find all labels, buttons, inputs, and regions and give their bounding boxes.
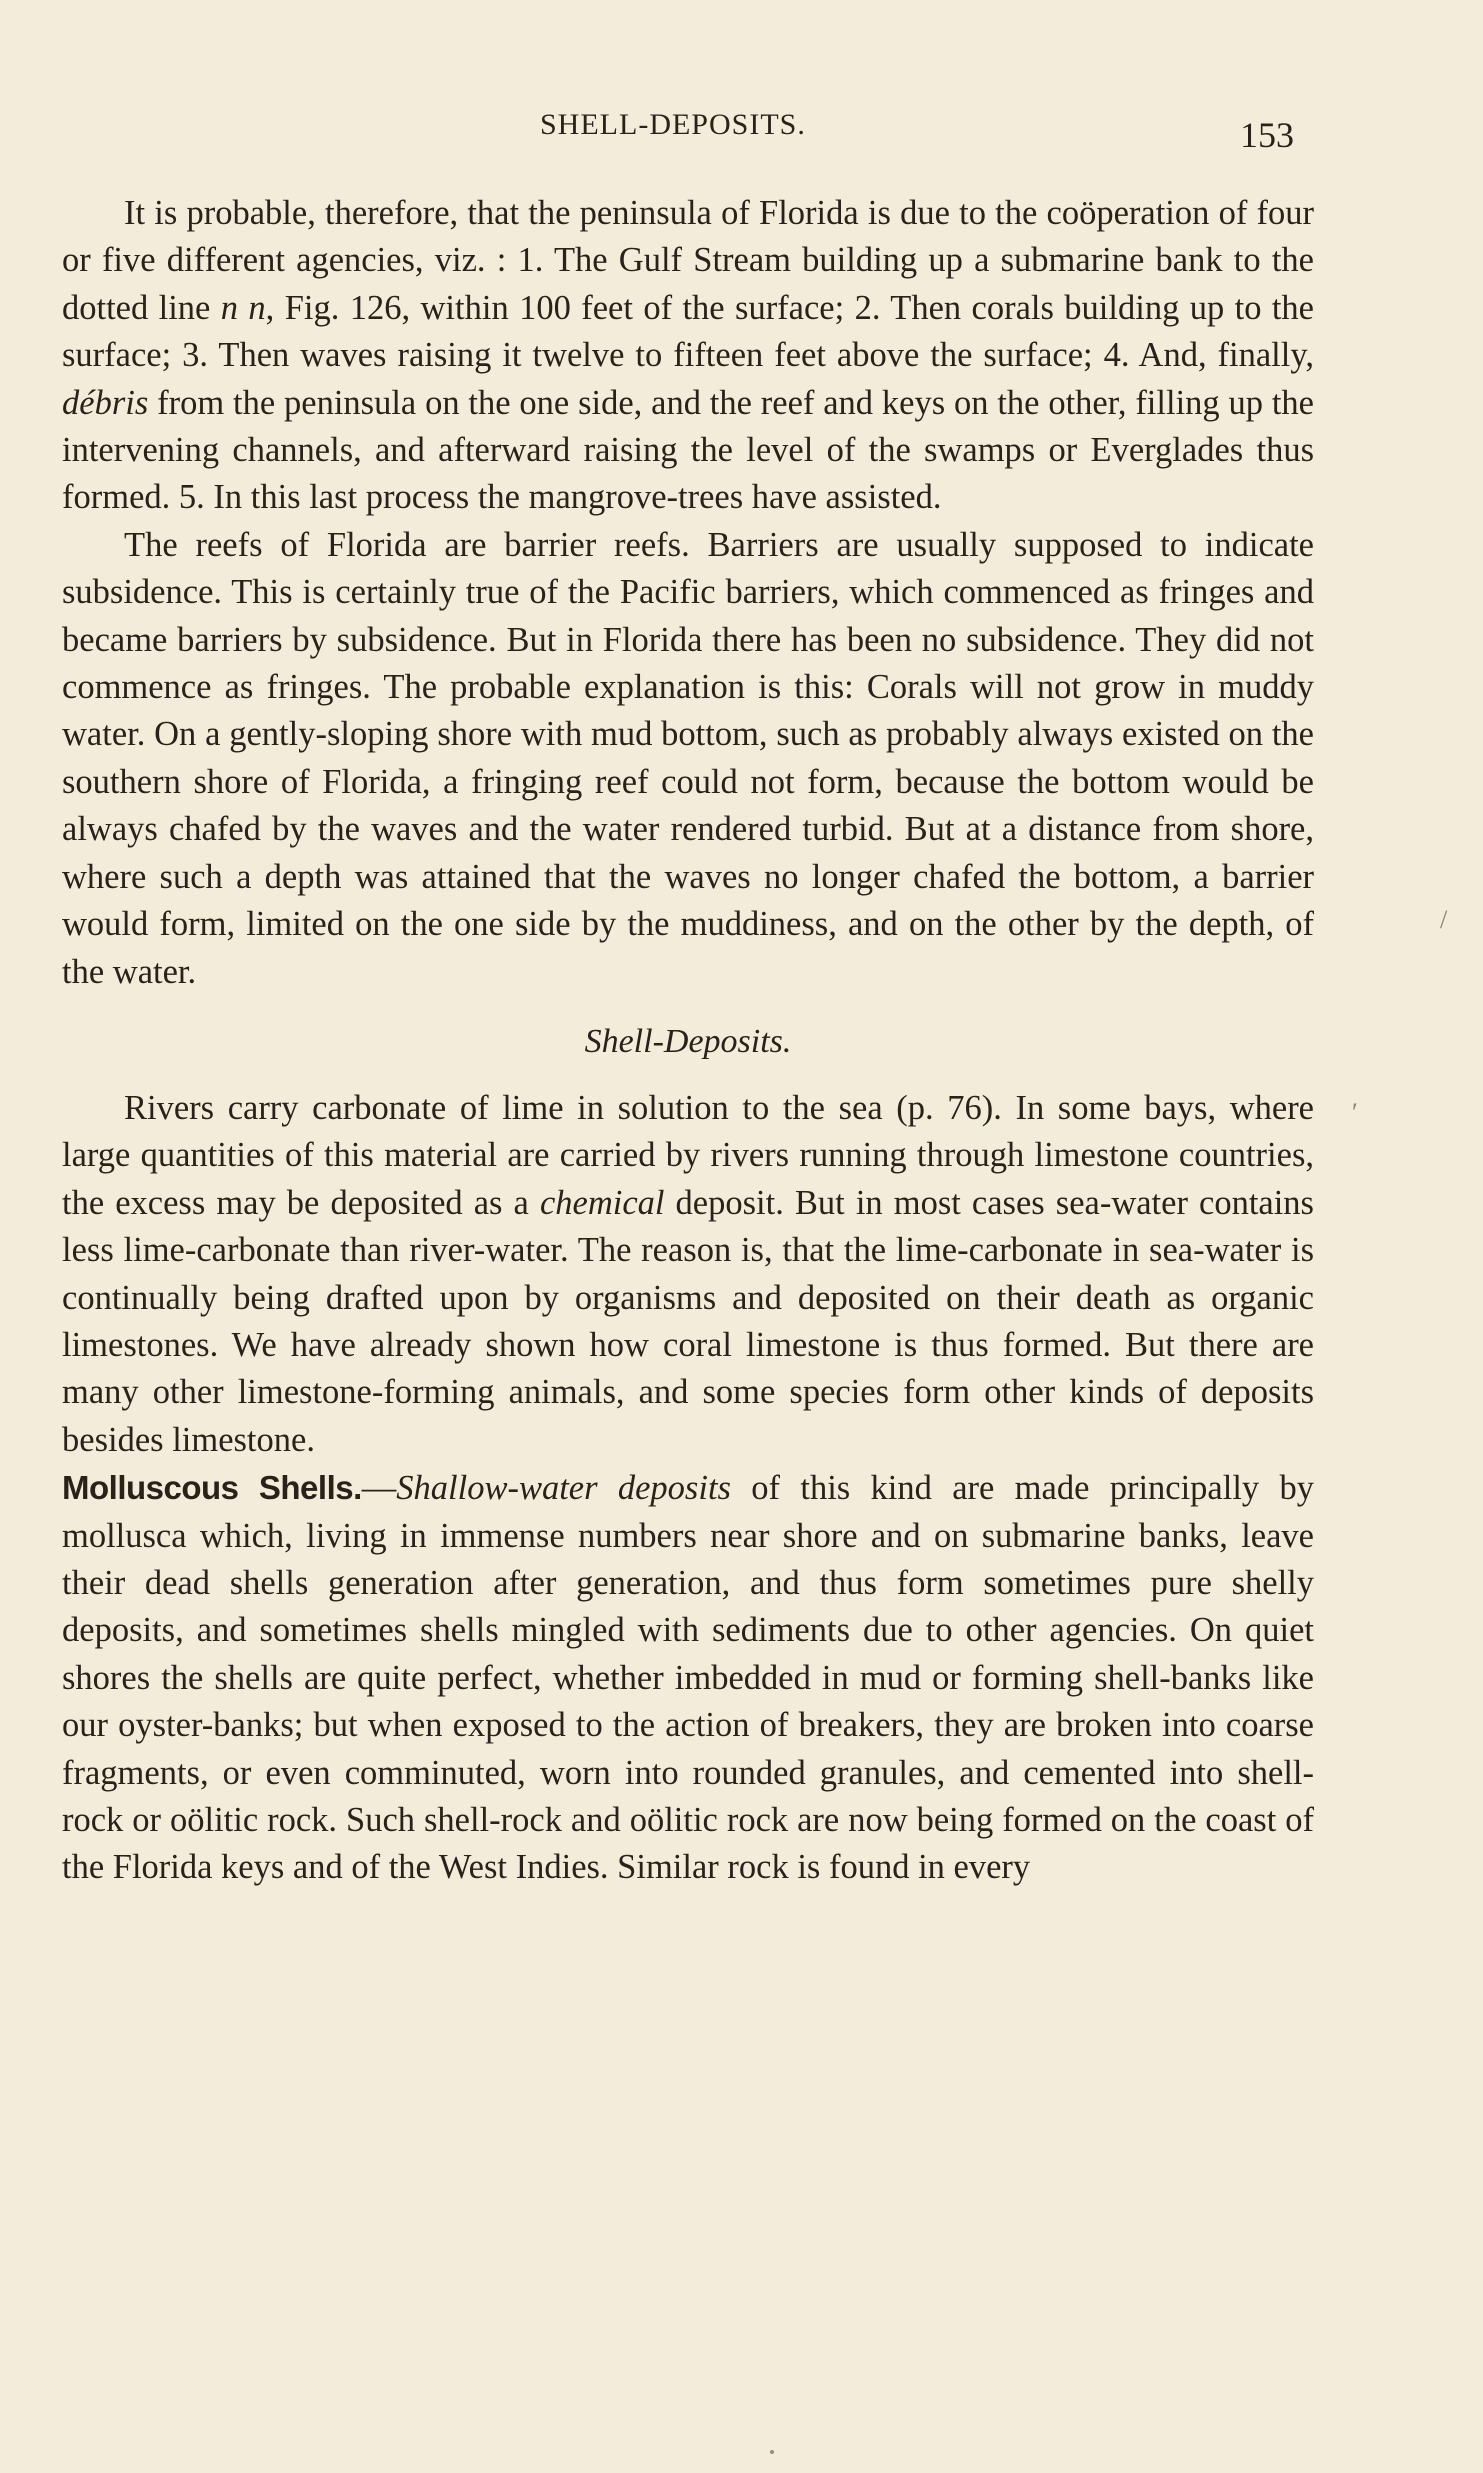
body-text — [62, 190, 1314, 1892]
paragraph-florida-agencies — [62, 190, 1314, 522]
text-run: Rivers carry carbonate of lime in solution to the sea (p. 76). In some bays, where large quantities of this material are carried by rivers running through limestone countries, the excess may be deposited as a — [62, 1088, 1314, 1222]
em-dash: — — [361, 1469, 397, 1508]
paragraph-barrier-reefs — [62, 522, 1314, 996]
running-head — [0, 108, 1483, 155]
italic-run: Shallow-water deposits — [396, 1469, 731, 1508]
text-run: deposit. But in most cases sea-water contains less lime-carbonate than river-water. The reason is, that the lime-carbonate in sea-water is continually being drafted upon by organisms and deposited on their death as organic limestones. We have already shown how coral limestone is thus formed. But there are many other limestone-forming animals, and some species form other kinds of deposits besides limestone. — [62, 1183, 1314, 1459]
margin-mark: ′ — [1352, 1098, 1358, 1127]
page-speck — [770, 2450, 774, 2454]
italic-run: n n — [220, 288, 266, 327]
margin-mark: / — [1440, 905, 1448, 934]
text-run: from the peninsula on the one side, and the reef and keys on the other, filling up the intervening channels, and afterward raising the level of the swamps or Everglades thus formed. 5. In this last process the mangrove-trees have assisted. — [62, 383, 1314, 517]
italic-run: chemical — [539, 1183, 665, 1222]
run-in-heading: Molluscous Shells. — [62, 1469, 362, 1507]
text-run: of this kind are made principally by mollusca which, living in immense numbers near shore and on submarine banks, leave their dead shells generation after generation, and thus form sometimes pure shelly deposits, and sometimes shells mingled with sediments due to other agencies. On quiet shores the shells are quite perfect, whether imbedded in mud or forming shell-banks like our oyster-banks; but when exposed to the action of breakers, they are broken into coarse fragments, or even comminuted, worn into rounded granules, and cemented into shell-rock or oölitic rock. Such shell-rock and oölitic rock are now being formed on the coast of the Florida keys and of the West Indies. Similar rock is found in every — [62, 1469, 1315, 1887]
running-title: SHELL-DEPOSITS. — [540, 108, 806, 141]
section-heading: Shell-Deposits. — [584, 1022, 792, 1060]
paragraph-molluscous-shells — [62, 1464, 1314, 1892]
text-run: The reefs of Florida are barrier reefs. Barriers are usually supposed to indicate subsidence. This is certainly true of the Pacific barriers, which commenced as fringes and became barriers by subsidence. But in Florida there has been no subsidence. They did not commence as fringes. The probable explanation is this: Corals will not grow in muddy water. On a gently-sloping shore with mud bottom, such as probably always existed on the southern shore of Florida, a fringing reef could not form, because the bottom would be always chafed by the waves and the water rendered turbid. But at a distance from shore, where such a depth was attained that the waves no longer chafed the bottom, a barrier would form, limited on the one side by the muddiness, and on the other by the depth, of the water. — [62, 525, 1314, 991]
italic-run: débris — [62, 383, 149, 422]
paragraph-carbonate-of-lime — [62, 1085, 1314, 1464]
text-run: It is probable, therefore, that the peninsula of Florida is due to the coöperation of four or five different agencies, viz. : 1. The Gulf Stream building up a submarine bank to the dotted line — [62, 194, 1314, 327]
page-number: 153 — [1240, 115, 1294, 155]
text-run: , Fig. 126, within 100 feet of the surface; 2. Then corals building up to the surface; 3. Then waves raising it twelve to fifteen feet above the surface; 4. And, finally, — [62, 288, 1314, 375]
